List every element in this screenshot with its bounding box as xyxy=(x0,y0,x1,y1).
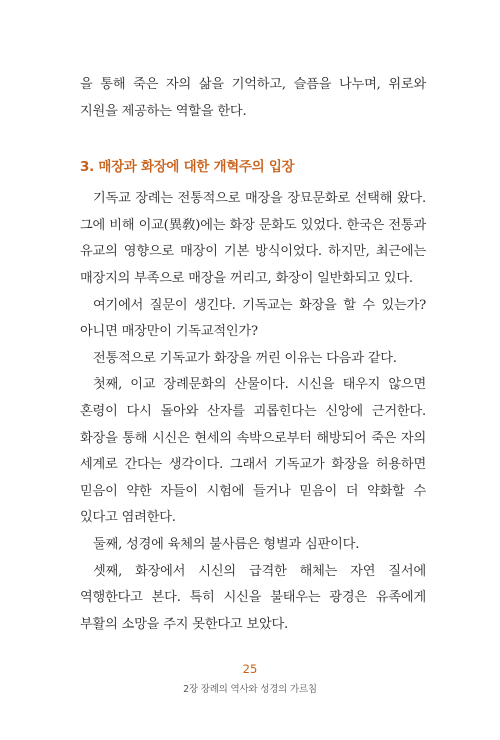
body-paragraph-2: 여기에서 질문이 생긴다. 기독교는 화장을 할 수 있는가? 아니면 매장만이 기독교적인가? xyxy=(80,297,426,340)
body-paragraph-1: 기독교 장례는 전통적으로 매장을 장묘문화로 선택해 왔다. 그에 비해 이교(異敎)에는 화장 문화도 있었다. 한국은 전통과 유교의 영향으로 매장이 기본 방식이었다. 하지만, 최근에는 매장지의 부족으로 매장을 꺼리고, 화장이 일반화되고 있다. xyxy=(80,191,426,286)
body-paragraph-5: 둘째, 성경에 육체의 불사름은 형벌과 심판이다. xyxy=(93,536,360,552)
lead-paragraph: 을 통해 죽은 자의 삶을 기억하고, 슬픔을 나누며, 위로와 지원을 제공하는 역할을 한다. xyxy=(80,77,426,119)
page-body xyxy=(80,72,426,638)
body-paragraph-6: 셋째, 화장에서 시신의 급격한 해체는 자연 질서에 역행한다고 본다. 특히 시신을 불태우는 광경은 유족에게 부활의 소망을 주지 못한다고 보았다. xyxy=(80,563,426,632)
running-footer: 2장 장례의 역사와 성경의 가르침 xyxy=(183,684,317,695)
body-paragraph-4: 첫째, 이교 장례문화의 산물이다. 시신을 태우지 않으면 혼령이 다시 돌아와 산자를 괴롭힌다는 신앙에 근거한다. 화장을 통해 시신은 현세의 속박으로부터 해방되어 죽은 자의 세계로 간다는 생각이다. 그래서 기독교가 화장을 허용하면 믿음이 약한 자들이 시험에 들거나 믿음이 더 약화할 수 있다고 염려한다. xyxy=(80,377,426,526)
body-paragraph-3: 전통적으로 기독교가 화장을 꺼린 이유는 다음과 같다. xyxy=(93,350,397,366)
section-heading: 3. 매장과 화장에 대한 개혁주의 입장 xyxy=(80,159,295,176)
page-number: 25 xyxy=(242,662,258,676)
